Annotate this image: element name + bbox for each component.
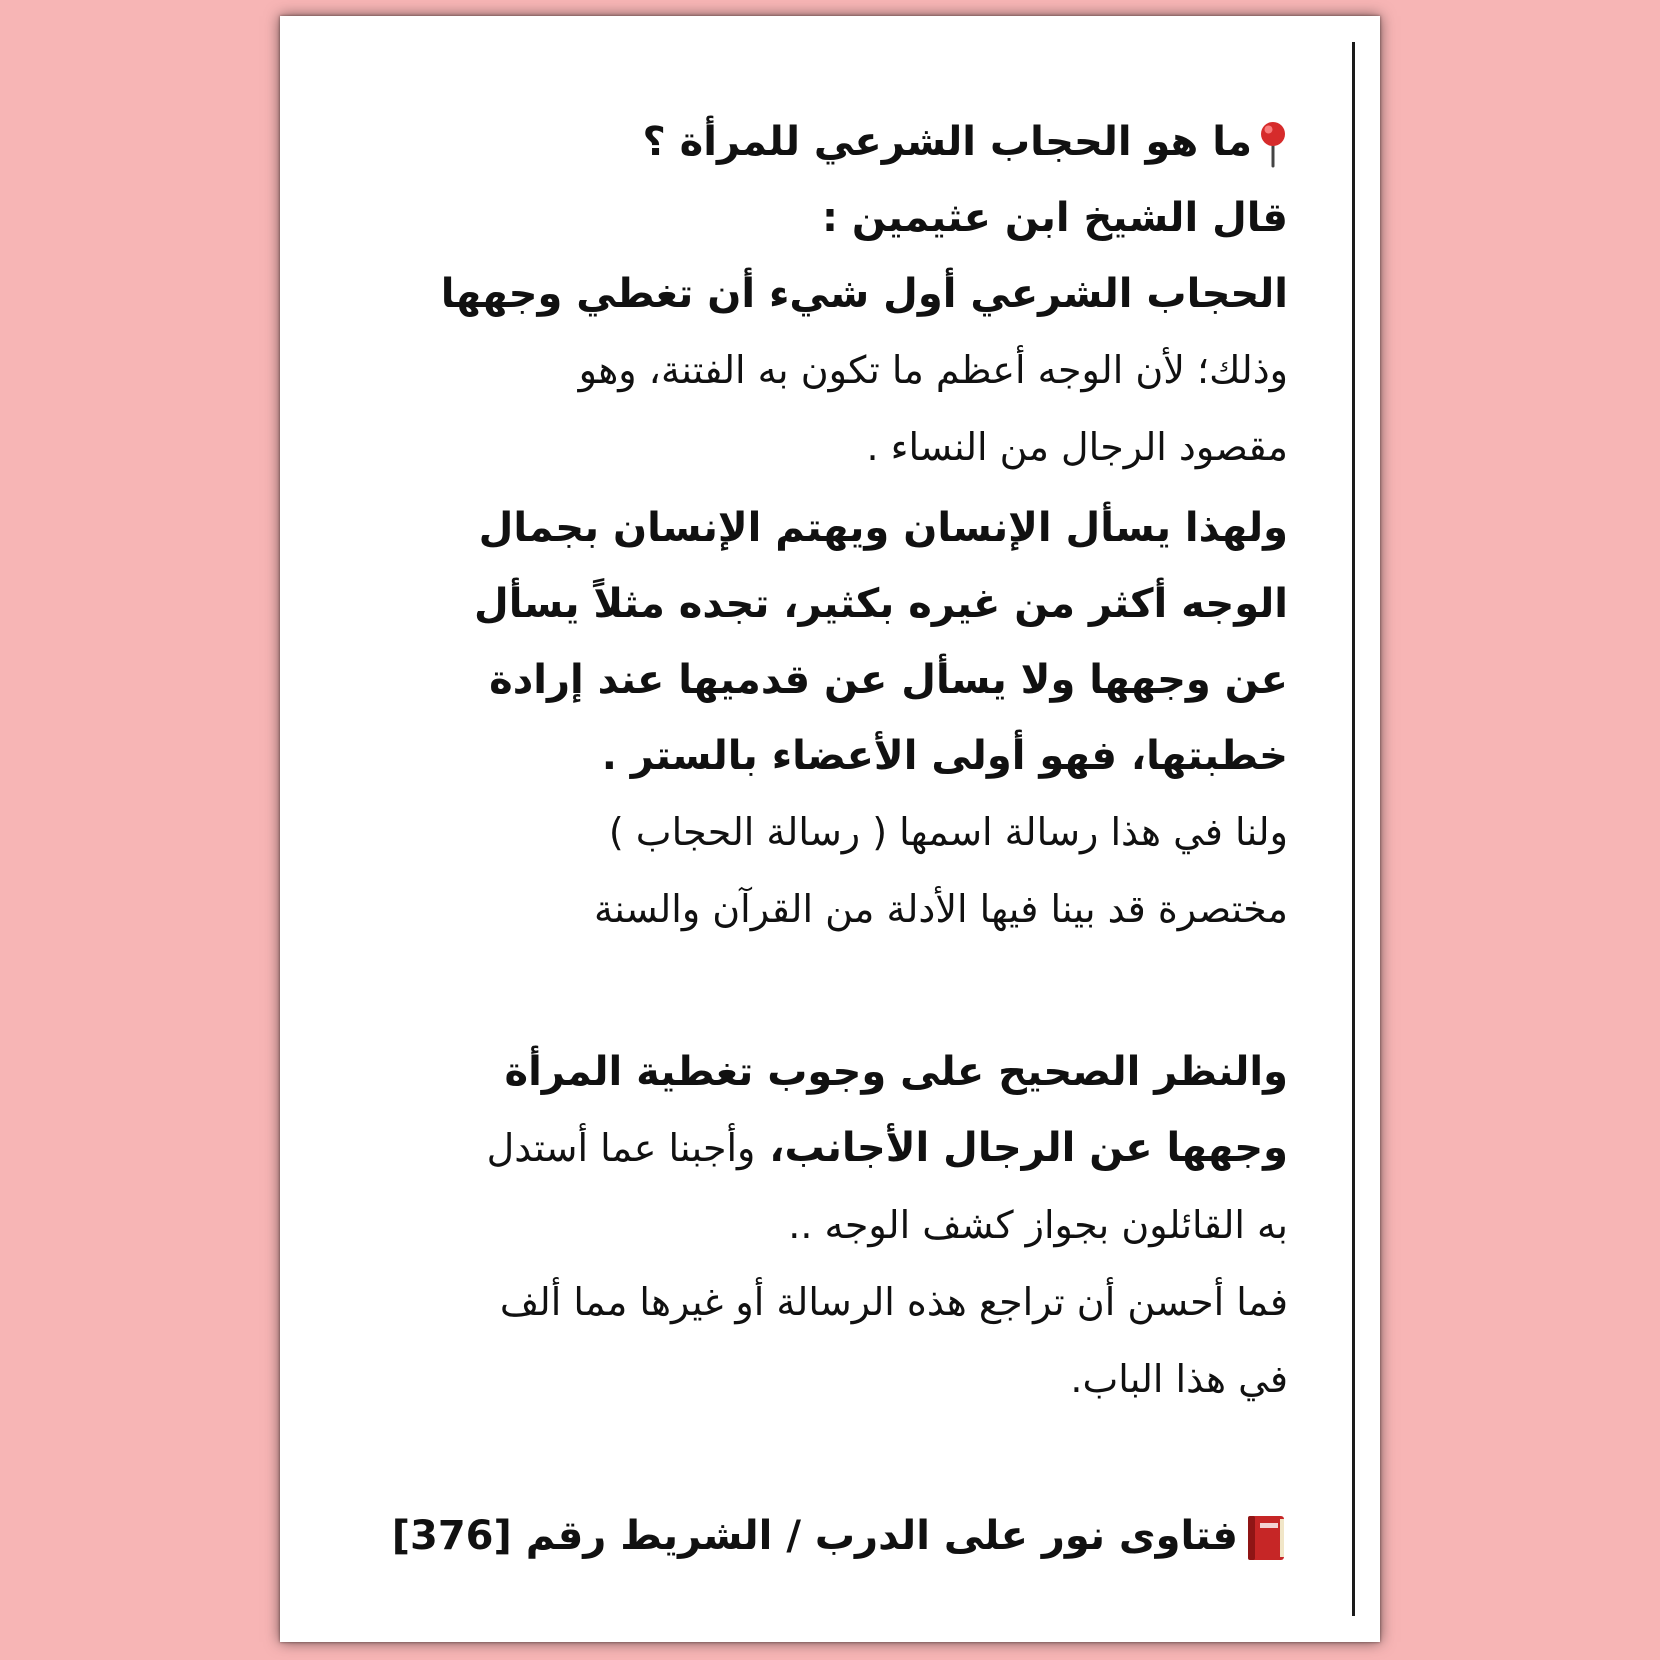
body-line-8: ولنا في هذا رسالة اسمها ( رسالة الحجاب ) xyxy=(608,810,1288,854)
post-card xyxy=(280,16,1380,1642)
body-line-11 xyxy=(358,1110,1288,1187)
body-line-5: الوجه أكثر من غيره بكثير، تجده مثلاً يسأل xyxy=(474,581,1288,627)
body-line-9: مختصرة قد بينا فيها الأدلة من القرآن والسنة xyxy=(593,887,1288,931)
body-line-7: خطبتها، فهو أولى الأعضاء بالستر . xyxy=(601,733,1288,779)
body-line-6: عن وجهها ولا يسأل عن قدميها عند إرادة xyxy=(489,657,1288,703)
body-line-14: في هذا الباب. xyxy=(1070,1357,1288,1401)
body-line-12: به القائلون بجواز كشف الوجه .. xyxy=(788,1203,1288,1247)
round-pushpin-icon xyxy=(1258,120,1288,168)
post-title xyxy=(358,104,1288,180)
body-line-1: الحجاب الشرعي أول شيء أن تغطي وجهها xyxy=(440,271,1288,317)
body-line-2: وذلك؛ لأن الوجه أعظم ما تكون به الفتنة، وهو xyxy=(578,348,1288,392)
closed-book-icon xyxy=(1244,1513,1288,1563)
post-content xyxy=(358,104,1288,1574)
body-line-13: فما أحسن أن تراجع هذه الرسالة أو غيرها مما ألف xyxy=(499,1280,1288,1324)
speaker-line: قال الشيخ ابن عثيمين : xyxy=(821,195,1288,241)
body-line-11-bold: وجهها عن الرجال الأجانب، xyxy=(755,1125,1288,1171)
body-line-3: مقصود الرجال من النساء . xyxy=(866,425,1288,469)
source-text: فتاوى نور على الدرب / الشريط رقم [376] xyxy=(391,1513,1238,1559)
body-line-10: والنظر الصحيح على وجوب تغطية المرأة xyxy=(504,1049,1288,1095)
post-title-text: ما هو الحجاب الشرعي للمرأة ؟ xyxy=(642,119,1252,165)
body-line-11-regular: وأجبنا عما أستدل xyxy=(486,1126,756,1170)
body-line-4: ولهذا يسأل الإنسان ويهتم الإنسان بجمال xyxy=(478,505,1288,551)
source-line xyxy=(358,1498,1288,1574)
vertical-rule xyxy=(1352,42,1355,1616)
